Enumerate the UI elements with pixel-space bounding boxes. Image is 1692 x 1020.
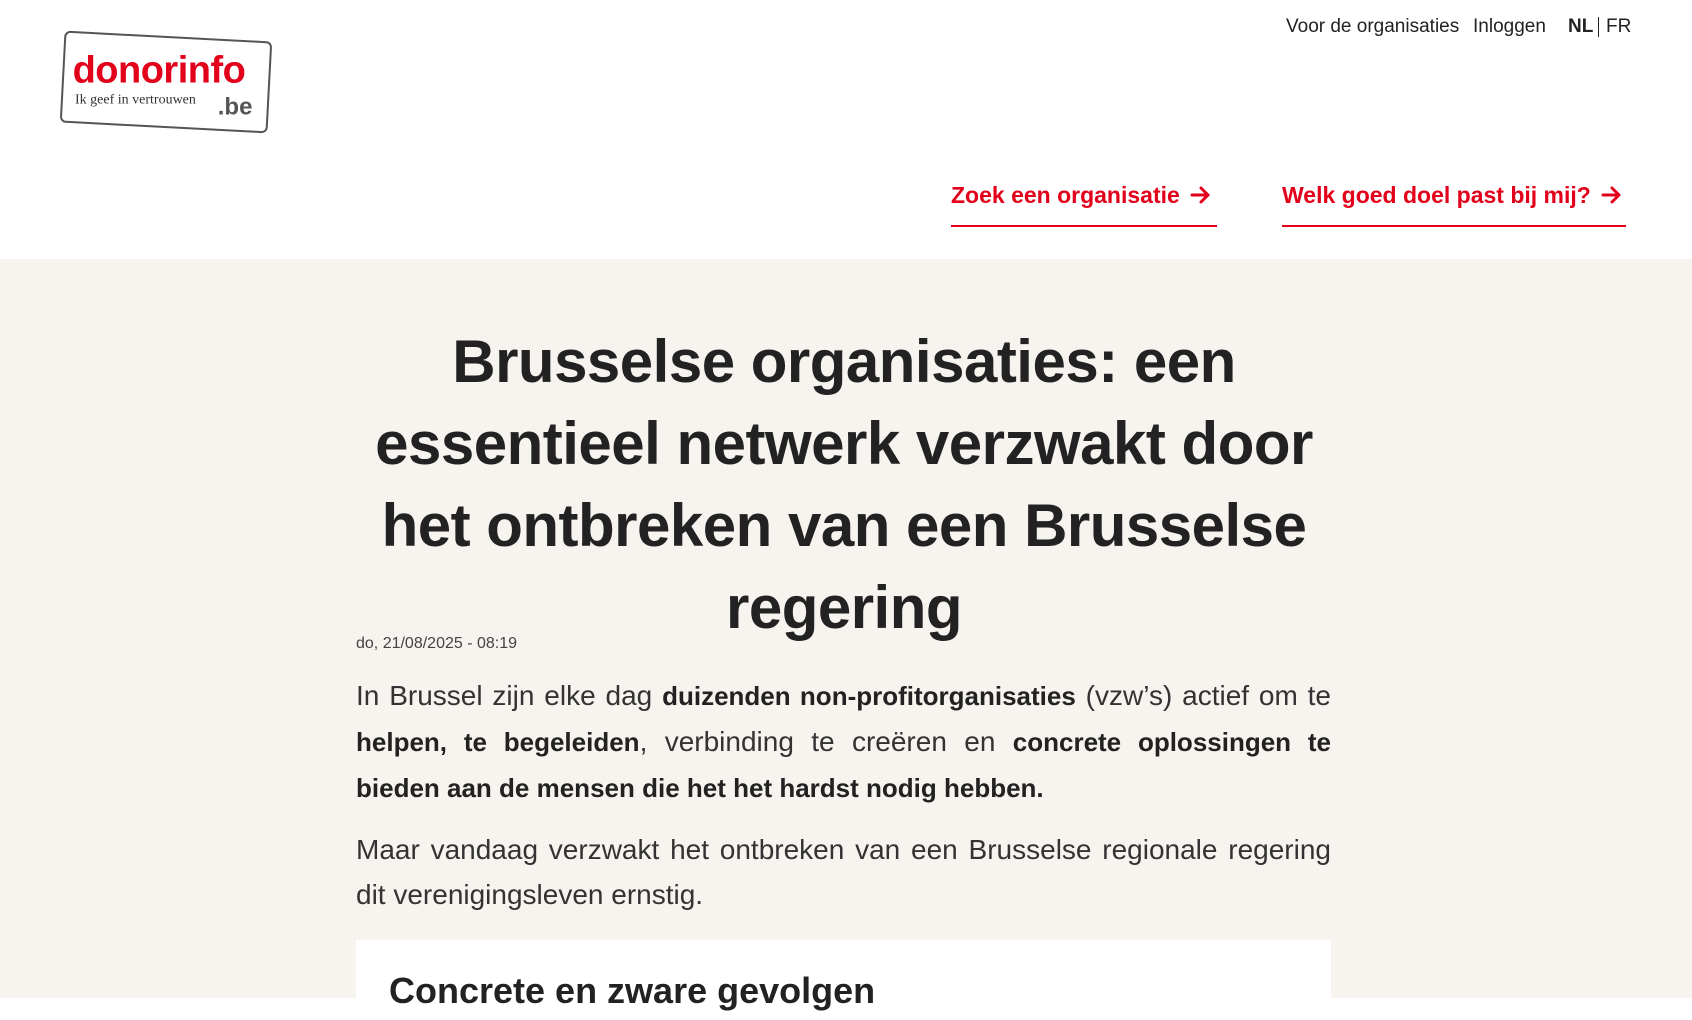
intro-bold-2: helpen, te begeleiden — [356, 727, 640, 757]
article-date: do, 21/08/2025 - 08:19 — [356, 635, 518, 652]
consequences-card — [356, 940, 1331, 1020]
intro-bold-3: concrete oplossingen te bieden aan de mensen die het het hardst nodig hebben. — [356, 727, 1331, 803]
language-separator — [1598, 17, 1599, 37]
intro-text-1: In Brussel zijn elke dag — [356, 680, 663, 711]
article-second-paragraph: Maar vandaag verzwakt het ontbreken van een Brusselse regionale regering dit verenigingsleven ernstig. — [356, 834, 1331, 910]
article-intro-paragraph — [356, 673, 1331, 811]
intro-text-3: , verbinding te creëren en — [639, 726, 1013, 757]
login-link[interactable]: Inloggen — [1473, 16, 1546, 37]
site-header — [0, 0, 1692, 259]
article-main — [0, 259, 1692, 1011]
logo-tagline: Ik geef in vertrouwen — [74, 92, 196, 108]
arrow-right-icon — [1190, 177, 1212, 217]
donorinfo-logo[interactable] — [60, 31, 273, 134]
search-organisation-link[interactable] — [951, 175, 1217, 227]
logo-tld: .be — [218, 93, 253, 121]
intro-bold-1: duizenden non-profitorganisaties — [662, 681, 1076, 711]
intro-text-2: (vzw’s) actief om te — [1075, 680, 1331, 711]
consequences-heading: Concrete en zware gevolgen — [389, 970, 876, 1011]
logo-wordmark: donorinfo — [72, 49, 246, 92]
article-title: Brusselse organisaties: een essentieel netwerk verzwakt door het ontbreken van een Brusselse regering — [375, 328, 1313, 641]
charity-match-link[interactable] — [1282, 175, 1626, 227]
arrow-right-icon — [1601, 177, 1623, 217]
nav-for-organisations-link[interactable]: Voor de organisaties — [1286, 16, 1460, 37]
charity-match-label: Welk goed doel past bij mij? — [1282, 182, 1591, 208]
top-navigation — [0, 14, 1692, 40]
search-organisation-label: Zoek een organisatie — [951, 182, 1180, 208]
language-nl-link[interactable]: NL — [1568, 16, 1594, 37]
language-fr-link[interactable]: FR — [1606, 16, 1632, 37]
